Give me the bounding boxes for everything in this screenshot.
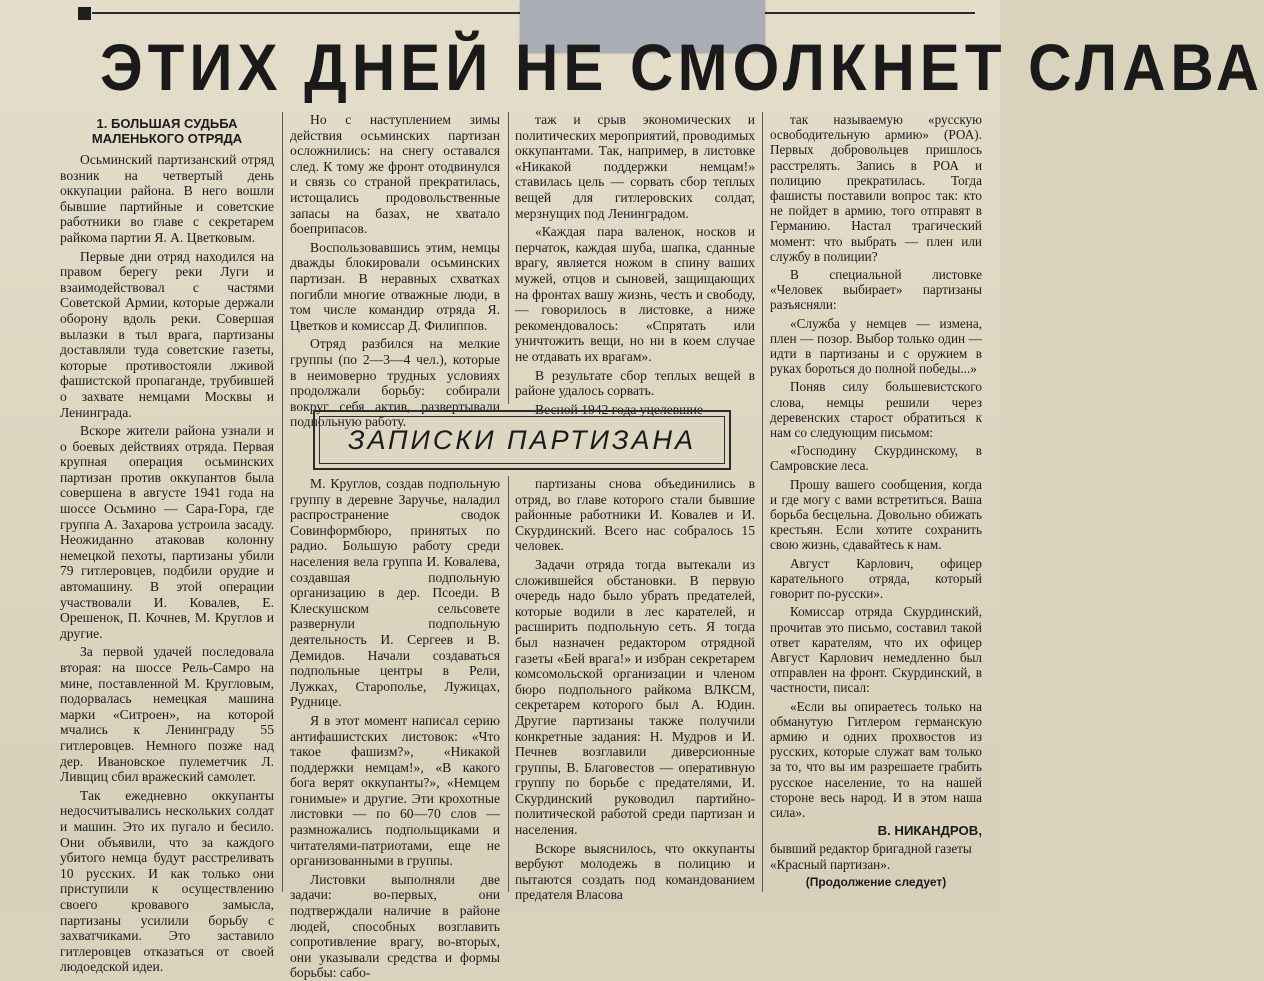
top-rule-left bbox=[92, 12, 522, 14]
paragraph: Воспользовавшись этим, немцы дважды блокировали осьминских партизан. В неравных схватках погибли многие отважные люди, в том числе командир отряда Я. Цветков и комиссар Д. Филиппов. bbox=[290, 239, 500, 333]
paragraph: таж и срыв экономических и политических мероприятий, проводимых оккупантами. Так, например, в листовке «Никакой поддержки немцам!» ставилась цель — сорвать сбор теплых вещей для гитлеровских солдат, мерзнущих под Ленинградом. bbox=[515, 112, 755, 221]
paragraph: Задачи отряда тогда вытекали из сложившейся обстановки. В первую очередь надо было убрать предателей, которые водили в лес карателей, и расширить подпольную сеть. Я тогда был назначен редактором отрядной газеты «Бей врага!» и избран секретарем комсомольской организации и членом бюро подпольного райкома ВЛКСМ, секретарем которого был А. Юдин. Другие партизаны также получили конкретные задания: Н. Мудров и И. Печнев возглавили диверсионные группы, В. Благовестов — оперативную группу по борьбе с предателями, И. Скурдинский руководил партийно-политической работой среди партизан и населения. bbox=[515, 556, 755, 838]
author-signature: В. НИКАНДРОВ, bbox=[877, 823, 982, 839]
column-2-top bbox=[290, 112, 500, 430]
paragraph: Прошу вашего сообщения, когда и где могу с вами встретиться. Ваша борьба бесцельна. Довольно обижать крестьян. Если хотите сохранить свою жизнь, сдавайтесь к нам. bbox=[770, 476, 982, 553]
paragraph: В результате сбор теплых вещей в районе удалось сорвать. bbox=[515, 367, 755, 399]
column-divider bbox=[508, 112, 509, 404]
paragraph: Поняв силу большевистского слова, немцы решили через деревенских старост обратиться к нам со следующим письмом: bbox=[770, 379, 982, 441]
column-divider bbox=[508, 476, 509, 892]
corner-square-mark bbox=[78, 7, 91, 20]
paragraph: Так ежедневно оккупанты недосчитывались нескольких солдат и машин. Это их пугало и бесило. Они объявили, что за каждого убитого немца будут расстреливать 10 русских. И как только они приступили к осуществлению своего кровавого замысла, партизаны усилили борьбу с захватчиками. Это заставило гитлеровцев отказаться от своей людоедской идеи. bbox=[60, 787, 274, 975]
paragraph: «Если вы опираетесь только на обманутую Гитлером германскую армию и одних прохвостов из русских, которые служат вам только за то, что вы им разрешаете грабить русское население, то на нашей стороне весь народ. И в этом наша сила». bbox=[770, 698, 982, 820]
paragraph: Я в этот момент написал серию антифашистских листовок: «Что такое фашизм?», «Никакой поддержки немцам!», «В какого бога верят оккупанты?», «Немцем гонимые» и другие. Эти крохотные листовки — по 60—70 слов — размножались подпольщиками и читателями-патриотами, еще не организованными в группы. bbox=[290, 712, 500, 869]
paragraph: За первой удачей последовала вторая: на шоссе Рель-Самро на мине, поставленной М. Кругловым, подорвалась немецкая машина марки «Ситроен», на которой мчались к Ленинграду 55 гитлеровцев. Немного позже над дер. Ивановское пулеметчик Л. Ливщиц сбил вражеский самолет. bbox=[60, 644, 274, 785]
column-4 bbox=[770, 112, 982, 902]
paragraph: Август Карлович, офицер карательного отряда, который говорит по-русски». bbox=[770, 555, 982, 602]
paragraph: так называемую «русскую освободительную армию» (РОА). Первых добровольцев пришлось расстрелять. Запись в РОА и полицию прекратилась. Тогда фашисты поставили вопрос так: кто не пойдет в армию, того отправят в Германию. Настал трагический момент: что выбрать — плен или службу в полиции? bbox=[770, 112, 982, 264]
headline: ЭТИХ ДНЕЙ НЕ СМОЛКНЕТ СЛАВА bbox=[100, 30, 1264, 105]
paragraph: «Господину Скурдинскому, в Самровские леса. bbox=[770, 443, 982, 474]
paragraph: Но с наступлением зимы действия осьминских партизан осложнились: на снегу оставался след. К тому же фронт отодвинулся и связь со страной прекратилась, истощались продовольственные запасы на базах, не хватало боеприпасов. bbox=[290, 112, 500, 237]
column-3-top bbox=[515, 112, 755, 417]
paragraph: Осьминский партизанский отряд возник на четвертый день оккупации района. В него вошли бывшие партийные и советские работники во главе с секретарем райкома партии Я. А. Цветковым. bbox=[60, 152, 274, 245]
column-2-bottom bbox=[290, 476, 500, 981]
author-role: бывший редактор бригадной газеты «Красный партизан». bbox=[770, 841, 972, 872]
paragraph: партизаны снова объединились в отряд, во главе которого стали бывшие районные работники И. Ковалев и И. Скурдинский. Всего нас собралось 15 человек. bbox=[515, 476, 755, 554]
column-divider bbox=[282, 112, 283, 892]
paragraph: Вскоре выяснилось, что оккупанты вербуют молодежь в полицию и пытаются создать под командованием предателя Власова bbox=[515, 840, 755, 903]
paragraph: М. Круглов, создав подпольную группу в деревне Заручье, наладил распространение сводок Совинформбюро, принятых по радио. Большую работу среди населения вела группа И. Ковалева, создавшая подпольную организацию в дер. Псоеди. В Клескушском сельсовете развернули подпольную деятельность И. Сергеев и В. Демидов. Начали создаваться подпольные центры в Рели, Лужках, Старополье, Лужицах, Руднице. bbox=[290, 476, 500, 710]
column-3-bottom bbox=[515, 476, 755, 903]
rubric-title: ЗАПИСКИ ПАРТИЗАНА bbox=[347, 424, 697, 455]
paragraph: Вскоре жители района узнали и о боевых действиях отряда. Первая крупная операция осьминских партизан против оккупантов была совершена в августе 1941 года на шоссе Осьмино — Сара-Гора, где группа А. Захарова устроила засаду. Неожиданно атаковав колонну немецкой пехоты, партизаны убили 79 гитлеровцев, подбили орудие и автомашину. В этой операции участвовали И. Ковалев, Е. Орешенок, П. Кочнев, М. Круглов и другие. bbox=[60, 423, 274, 641]
rubric-box bbox=[313, 410, 731, 470]
paragraph: Весной 1942 года уцелевшие bbox=[535, 401, 703, 417]
section-subhead: 1. БОЛЬШАЯ СУДЬБА МАЛЕНЬКОГО ОТРЯДА bbox=[91, 116, 243, 146]
paragraph: Листовки выполняли две задачи: во-первых, они подтверждали наличие в районе людей, способных возглавить сопротивление врагу, во-вторых, они указывали средства и формы борьбы: сабо- bbox=[290, 871, 500, 981]
paragraph: Отряд разбился на мелкие группы (по 2—3—4 чел.), которые в неимоверно трудных условиях продолжали борьбу: собирали вокруг себя актив, развертывали подпольную работу. bbox=[290, 336, 500, 430]
top-rule-right bbox=[765, 12, 975, 14]
column-divider bbox=[762, 112, 763, 892]
paragraph: «Каждая пара валенок, носков и перчаток, каждая шуба, шапка, сданные врагу, является ножом в спину ваших мужей, отцов и сыновей, защищающих на фронтах вашу жизнь, честь и свободу, — говорилось в листовке, а ниже рекомендовалось: «Спрятать или уничтожить вещи, но ни в коем случае не отдавать их врагам». bbox=[515, 224, 755, 364]
paragraph: Первые дни отряд находился на правом берегу реки Луги и взаимодействовал с частями Советской Армии, которые держали оборону вдоль реки. Совершая вылазки в тыл врага, партизаны доставляли туда советские газеты, которые противостояли лживой фашистской пропаганде, трубившей о захвате немцами Москвы и Ленинграда. bbox=[60, 248, 274, 420]
paragraph: «Служба у немцев — измена, плен — позор. Выбор только один — идти в партизаны и с оружием в руках бороться до полной победы...» bbox=[770, 315, 982, 377]
paragraph: Комиссар отряда Скурдинский, прочитав это письмо, составил такой ответ карателям, что их офицер Август Карлович немедленно был отправлен на фронт. Скурдинский, в частности, писал: bbox=[770, 604, 982, 696]
paragraph: В специальной листовке «Человек выбирает» партизаны разъясняли: bbox=[770, 267, 982, 313]
continued-note: (Продолжение следует) bbox=[805, 874, 947, 889]
column-1 bbox=[60, 116, 274, 975]
